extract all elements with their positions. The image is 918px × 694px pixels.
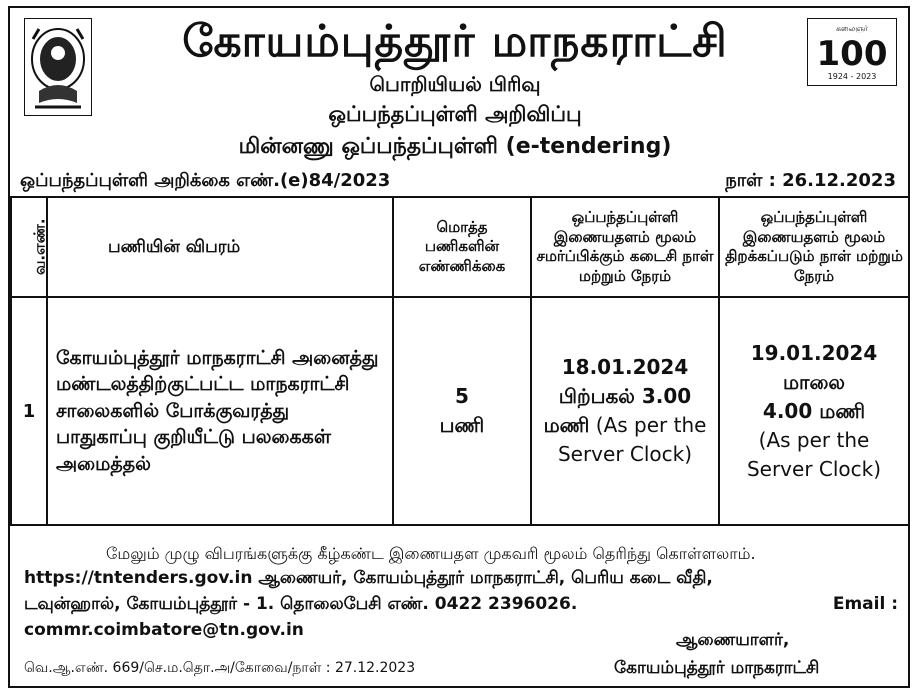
signatory-title: ஆணையாளர்,	[676, 630, 790, 650]
logo-small-text: கலைஞர்	[835, 24, 869, 33]
row-opening	[719, 297, 909, 525]
signatory-organisation: கோயம்புத்தூர் மாநகராட்சி	[614, 658, 820, 678]
footer-phone: டவுன்ஹால், கோயம்புத்தூர் - 1. தொலைபேசி எண். 0422 2396026.	[24, 594, 578, 614]
row-sno: 1	[11, 297, 47, 525]
count-unit: பணி	[439, 413, 485, 437]
footer-address-line1: https://tntenders.gov.in ஆணையர், கோயம்புத்தூர் மாநகராட்சி, பெரிய கடை வீதி,	[24, 568, 713, 588]
row-count	[393, 297, 531, 525]
tender-notice	[8, 6, 910, 688]
submit-date: 18.01.2024	[561, 355, 689, 379]
open-note: (As per the Server Clock)	[746, 427, 882, 481]
tender-reference: ஒப்பந்தப்புள்ளி அறிக்கை எண்.(e)84/2023	[20, 170, 391, 191]
row-description: கோயம்புத்தூர் மாநகராட்சி அனைத்து மண்டலத்திற்குட்பட்ட மாநகராட்சி சாலைகளில் போக்குவரத்து பாதுகாப்பு குறியீட்டு பலகைகள் அமைத்தல்	[47, 297, 393, 525]
reference-row	[20, 168, 896, 196]
e-tender-label: மின்னணு ஒப்பந்தப்புள்ளி (e-tendering)	[238, 134, 672, 159]
footer-email-label: Email :	[832, 594, 898, 614]
count-value: 5	[455, 384, 469, 408]
department-label: பொறியியல் பிரிவு	[369, 72, 541, 96]
footer-email: commr.coimbatore@tn.gov.in	[24, 620, 304, 640]
header-count: மொத்த பணிகளின் எண்ணிக்கை	[393, 197, 531, 297]
footer-info-line: மேலும் முழு விபரங்களுக்கு கீழ்கண்ட இணையதள முகவரி மூலம் தெரிந்து கொள்ளலாம்.	[106, 544, 756, 563]
notice-footer	[10, 534, 908, 686]
header-sno: வ.எண்.	[11, 197, 47, 297]
table-header-row	[11, 197, 909, 297]
submit-time: பிற்பகல் 3.00	[558, 384, 692, 408]
open-date: 19.01.2024	[750, 340, 878, 365]
header-opening: ஒப்பந்தப்புள்ளி இணையதளம் மூலம் திறக்கப்படும் நாள் மற்றும் நேரம்	[719, 197, 909, 297]
submit-word: மணி	[543, 413, 590, 437]
row-submit	[531, 297, 719, 525]
header-description: பணியின் விபரம்	[47, 197, 393, 297]
centenary-logo	[807, 18, 897, 86]
table-row	[11, 297, 909, 525]
publication-reference: வெ.ஆ.எண். 669/செ.ம.தொ.அ/கோவை/நாள் : 27.12.2023	[24, 660, 416, 676]
header-submit: ஒப்பந்தப்புள்ளி இணையதளம் மூலம் சமர்ப்பிக்கும் கடைசி நாள் மற்றும் நேரம்	[531, 197, 719, 297]
notice-type-label: ஒப்பந்தப்புள்ளி அறிவிப்பு	[328, 102, 582, 126]
open-time: 4.00 மணி	[762, 398, 866, 423]
open-time-label: மாலை	[782, 369, 846, 394]
corporation-emblem-logo	[24, 18, 92, 116]
logo-big-text: 100	[816, 34, 888, 74]
tender-table	[10, 196, 910, 526]
submit-note: (As per the Server Clock)	[557, 413, 707, 466]
notice-header	[10, 8, 908, 200]
logo-years: 1924 - 2023	[827, 72, 877, 81]
page-title: கோயம்புத்தூர் மாநகராட்சி	[182, 16, 728, 67]
footer-address-line2	[24, 594, 898, 616]
notice-date: நாள் : 26.12.2023	[725, 170, 896, 191]
